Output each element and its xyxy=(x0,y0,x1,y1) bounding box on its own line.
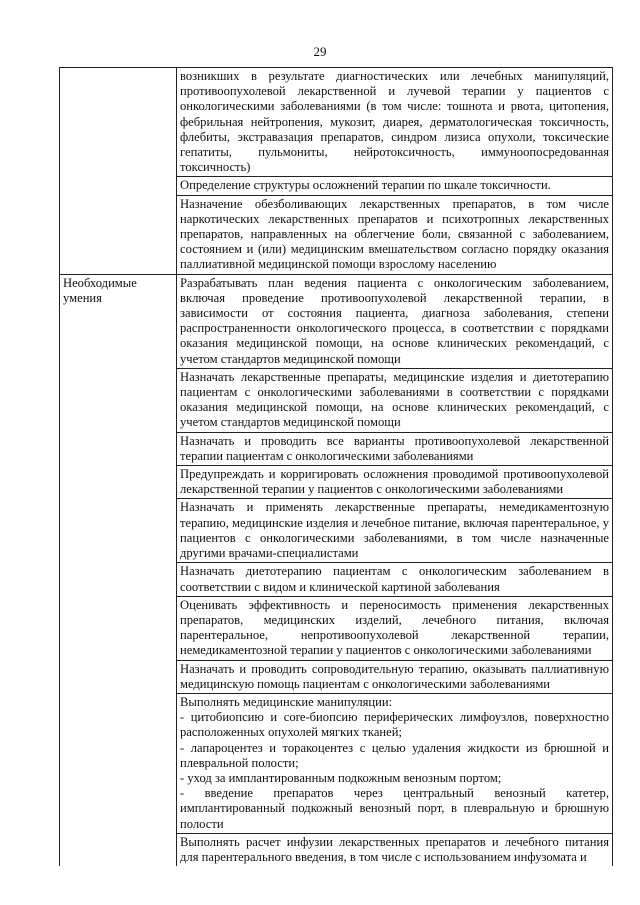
table-cell: Назначать и проводить сопроводительную терапию, оказывать паллиативную медицинскую помощь пациентам с онкологическими заболеваниями xyxy=(177,660,613,693)
manipulation-item: - лапароцентез и торакоцентез с целью удаления жидкости из брюшной и плевральной полости; xyxy=(180,740,609,770)
table-cell: Оценивать эффективность и переносимость применения лекарственных препаратов, медицинских изделий, лечебного питания, включая парентеральное, непротивоопухолевой лекарственной терапии, немедикаментозной терапии у пациентов с онкологическими заболеваниями xyxy=(177,596,613,660)
table-cell: Назначение обезболивающих лекарственных препаратов, в том числе наркотических лекарственных препаратов и психотропных лекарственных препаратов, направленных на облегчение боли, связанной с заболеванием, состоянием и (или) медицинским вмешательством согласно порядку оказания паллиативной медицинской помощи взрослому населению xyxy=(177,195,613,274)
manipulation-item: - цитобиопсию и core-биопсию периферических лимфоузлов, поверхностно расположенных опухолей мягких тканей; xyxy=(180,710,609,740)
table-cell: возникших в результате диагностических или лечебных манипуляций, противоопухолевой лекарственной и лучевой терапии у пациентов с онкологическими заболеваниями (в том числе: тошнота и рвота, цитопения, фебрильная нейтропения, мукозит, диарея, дерматологическая токсичность, флебиты, экстравазация препаратов, синдром лизиса опухоли, токсические гепатиты, пульмониты, нейротоксичность, иммуноопосредованная токсичность) xyxy=(177,68,613,177)
table-cell: Назначать и проводить все варианты противоопухолевой лекарственной терапии пациентам с онкологическими заболеваниями xyxy=(177,432,613,465)
competency-table xyxy=(59,67,613,866)
row-label-skills: Необходимые умения xyxy=(60,274,177,866)
table-row xyxy=(60,274,613,368)
manipulation-item: - введение препаратов через центральный венозный катетер, имплантированный подкожный венозный порт, в плевральную и брюшную полости xyxy=(180,786,609,831)
table-cell: Назначать и применять лекарственные препараты, немедикаментозную терапию, медицинские изделия и лечебное питание, включая парентеральное, у пациентов с онкологическими заболеваниями, в том числе назначенные другими врачами-специалистами xyxy=(177,499,613,563)
table-cell: Назначать диетотерапию пациентам с онкологическим заболеванием в соответствии с видом и клинической картиной заболевания xyxy=(177,563,613,596)
manipulations-heading: Выполнять медицинские манипуляции: xyxy=(180,694,393,709)
table-cell: Предупреждать и корригировать осложнения проводимой противоопухолевой лекарственной терапии у пациентов с онкологическими заболеваниями xyxy=(177,466,613,499)
table-row xyxy=(60,68,613,177)
manipulation-item: - уход за имплантированным подкожным венозным портом; xyxy=(180,770,502,785)
table-cell: Назначать лекарственные препараты, медицинские изделия и диетотерапию пациентам с онкологическими заболеваниями в соответствии с порядками оказания медицинской помощи, на основе клинических рекомендаций, с учетом стандартов медицинской помощи xyxy=(177,368,613,432)
page-number: 29 xyxy=(313,44,327,59)
table-cell: Определение структуры осложнений терапии по шкале токсичности. xyxy=(177,177,613,195)
row-label-empty xyxy=(60,68,177,275)
table-cell: Выполнять расчет инфузии лекарственных препаратов и лечебного питания для парентерального введения, в том числе с использованием инфузомата и xyxy=(177,833,613,866)
manipulations-cell xyxy=(177,693,613,833)
table-cell: Разрабатывать план ведения пациента с онкологическим заболеванием, включая проведение противоопухолевой лекарственной терапии, в зависимости от состояния пациента, диагноза заболевания, степени распространенности онкологического процесса, в соответствии с порядками оказания медицинской помощи, на основе клинических рекомендаций, с учетом стандартов медицинской помощи xyxy=(177,274,613,368)
